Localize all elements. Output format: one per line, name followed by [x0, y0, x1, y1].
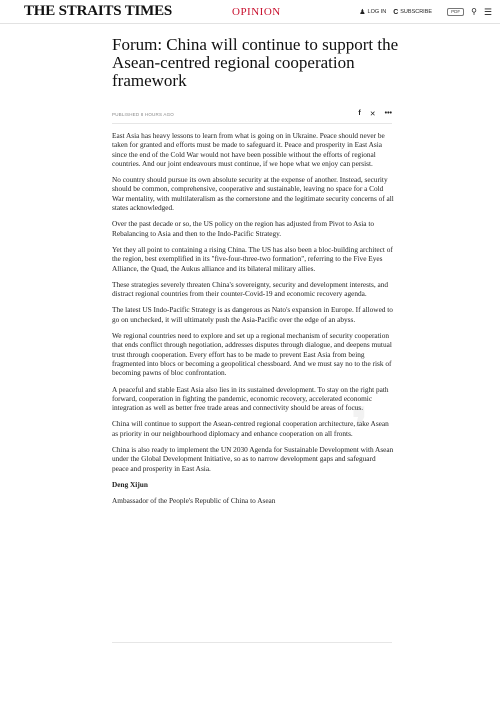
- paragraph: We regional countries need to explore and set up a regional mechanism of security cooperation that ends conflict through negotiation, addresses disputes through dialogue, and deepens mutual trust through cooperation. Every effort has to be made to prevent East Asia from being fragmented into blocs or becoming a geopolitical chessboard. And we must say no to the risk of becoming pawns of bloc confrontation.: [112, 331, 392, 378]
- section-label[interactable]: OPINION: [232, 6, 281, 18]
- share-bar: [358, 110, 392, 118]
- paragraph: The latest US Indo-Pacific Strategy is as dangerous as Nato's expansion in Europe. If allowed to go on unchecked, it will ultimately push the Asia-Pacific over the edge of an abyss.: [112, 305, 393, 324]
- header-actions: [359, 5, 492, 19]
- more-share-icon[interactable]: •••: [384, 110, 392, 117]
- twitter-share-icon[interactable]: ✕: [369, 111, 376, 118]
- watermark-icon: ❜: [350, 397, 370, 463]
- login-link[interactable]: [359, 9, 386, 16]
- paragraph: East Asia has heavy lessons to learn from what is going on in Ukraine. Peace should never be taken for granted and efforts must be made to safeguard it. Peace and prosperity in East Asia since the end of the Cold War would not have been possible without the efforts of regional countries. And our joint endeavours must continue, if we hope what we enjoy can persist.: [112, 131, 385, 168]
- article-body: [112, 131, 394, 513]
- paragraph: Over the past decade or so, the US policy on the region has adjusted from Pivot to Asia to Rebalancing to Asia and then to the Indo-Pacific Strategy.: [112, 219, 375, 238]
- search-icon[interactable]: ⚲: [471, 7, 477, 16]
- divider-bottom: [112, 642, 392, 643]
- pdf-button[interactable]: PDF: [447, 8, 464, 16]
- facebook-share-icon[interactable]: f: [358, 110, 361, 117]
- paragraph: China is also ready to implement the UN 2030 Agenda for Sustainable Development with Asean under the Global Development Initiative, so as to narrow development gaps and safeguard peace and prosperity in East Asia.: [112, 445, 394, 473]
- divider-top: [112, 123, 392, 124]
- subscribe-link[interactable]: [393, 9, 432, 16]
- top-navbar: [0, 0, 500, 24]
- user-icon: ♟: [359, 8, 366, 16]
- author-title: Ambassador of the People's Republic of China to Asean: [112, 496, 276, 506]
- paragraph: No country should pursue its own absolute security at the expense of another. Instead, security should be common, comprehensive, cooperative and sustainable, leaving no space for a Cold War mentality, with multilateralism as the cornerstone and the legitimate security concerns of all states acknowledged.: [112, 175, 394, 213]
- author-name: Deng Xijun: [112, 479, 148, 489]
- paragraph: China will continue to support the Asean-centred regional cooperation architecture, take Asean as priority in our neighbourhood diplomacy and enhance cooperation on all fronts.: [112, 419, 389, 438]
- article-meta: [112, 110, 392, 120]
- subscribe-icon: С: [393, 8, 399, 16]
- article-title: Forum: China will continue to support the Asean-centred regional cooperation framework: [112, 35, 399, 90]
- paragraph: Yet they all point to containing a rising China. The US has also been a bloc-building architect of the region, best exemplified in its "five-four-three-two formation", referring to the Five Eyes Alliance, the Quad, the Aukus alliance and its bilateral military allies.: [112, 244, 393, 273]
- site-logo[interactable]: THE STRAITS TIMES: [24, 3, 173, 19]
- subscribe-label: SUBSCRIBE: [400, 9, 433, 15]
- paragraph: A peaceful and stable East Asia also lies in its sustained development. To stay on the right path forward, cooperation in fighting the pandemic, economic recovery, accelerated economic integration as well as better free trade areas and connectivity should be areas of focus.: [112, 384, 389, 413]
- menu-icon[interactable]: ☰: [483, 6, 492, 17]
- published-time: PUBLISHED 8 HOURS AGO: [112, 112, 174, 117]
- paragraph: These strategies severely threaten China's sovereignty, security and development interests, and distract regional countries from their counter-Covid-19 and economic recovery agenda.: [112, 279, 389, 299]
- login-label: LOG IN: [367, 9, 387, 15]
